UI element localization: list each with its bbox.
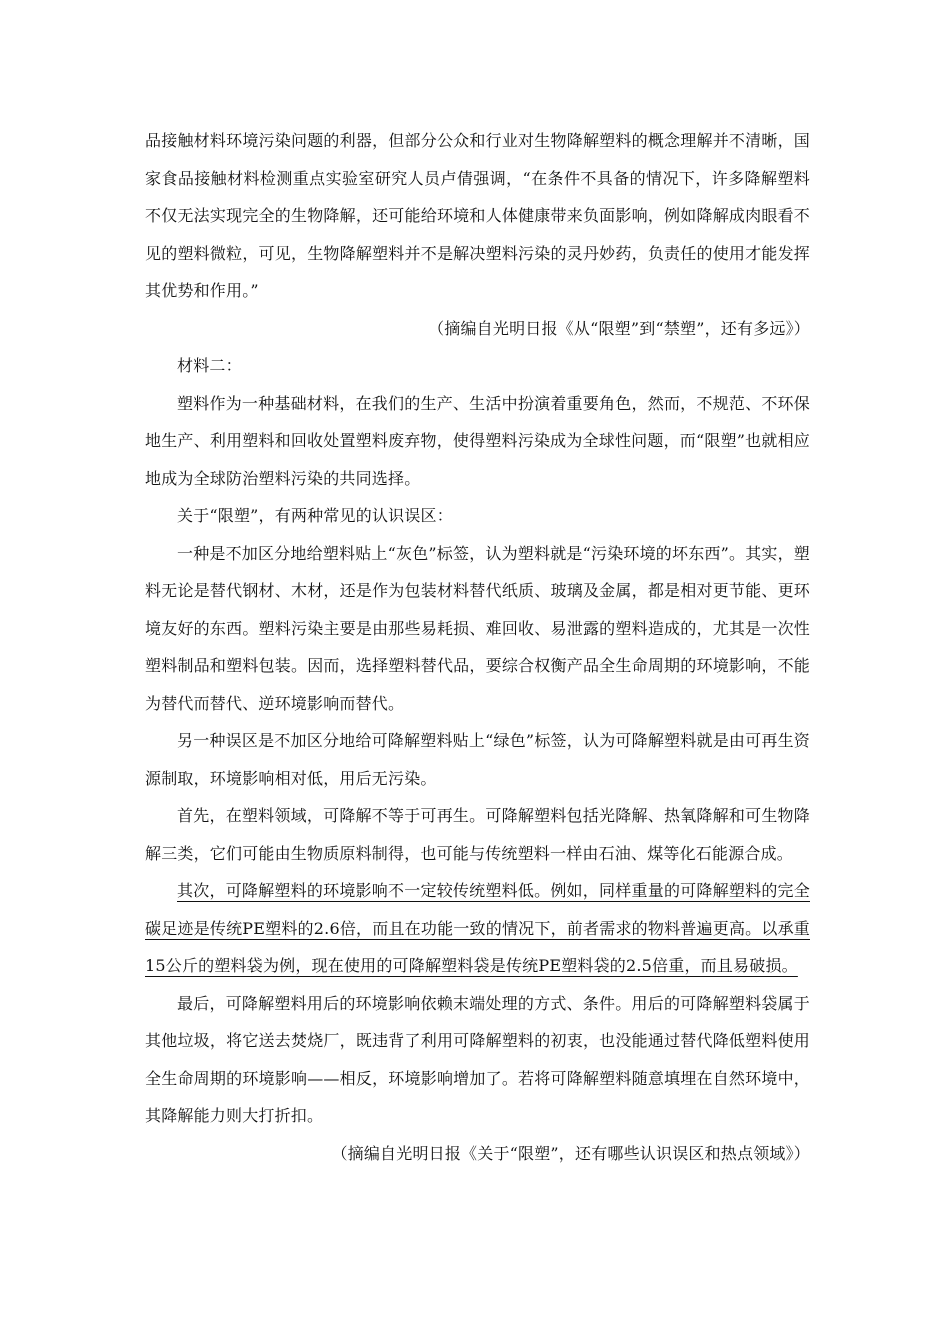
paragraph-second-misconception: 另一种误区是不加区分地给可降解塑料贴上“绿色”标签，认为可降解塑料就是由可再生资源制取，环境影响相对低，用后无污染。 <box>145 731 810 788</box>
material-two-heading: 材料二： <box>177 356 242 375</box>
paragraph-first-misconception: 一种是不加区分地给塑料贴上“灰色”标签，认为塑料就是“污染环境的坏东西”。其实，塑料无论是替代钢材、木材，还是作为包装材料替代纸质、玻璃及金属，都是相对更节能、更环境友好的东西。塑料污染主要是由那些易耗损、难回收、易泄露的塑料造成的，尤其是一次性塑料制品和塑料包装。因而，选择塑料替代品，要综合权衡产品全生命周期的环境影响，不能为替代而替代、逆环境影响而替代。 <box>145 543 810 713</box>
paragraph-finally: 最后，可降解塑料用后的环境影响依赖末端处理的方式、条件。用后的可降解塑料袋属于其他垃圾，将它送去焚烧厂，既违背了利用可降解塑料的初衷，也没能通过替代降低塑料使用全生命周期的环境影响——相反，环境影响增加了。若将可降解塑料随意填埋在自然环境中，其降解能力则大打折扣。 <box>145 993 810 1125</box>
source-citation-1: （摘编自光明日报《从“限塑”到“禁塑”，还有多远》） <box>428 318 810 338</box>
article-body <box>145 122 810 1172</box>
paragraph-plastic-basics: 塑料作为一种基础材料，在我们的生产、生活中扮演着重要角色，然而，不规范、不环保地生产、利用塑料和回收处置塑料废弃物，使得塑料污染成为全球性问题，而“限塑”也就相应地成为全球防治塑料污染的共同选择。 <box>145 393 810 488</box>
source-citation-2: （摘编自光明日报《关于“限塑”，还有哪些认识误区和热点领域》） <box>331 1143 810 1163</box>
paragraph-secondly-underlined: 其次，可降解塑料的环境影响不一定较传统塑料低。例如，同样重量的可降解塑料的完全碳足迹是传统PE塑料的2.6倍，而且在功能一致的情况下，前者需求的物料普遍更高。以承重15公斤的塑料袋为例，现在使用的可降解塑料袋是传统PE塑料袋的2.5倍重，而且易破损。 <box>145 881 810 975</box>
paragraph-continuation: 品接触材料环境污染问题的利器，但部分公众和行业对生物降解塑料的概念理解并不清晰，国家食品接触材料检测重点实验室研究人员卢倩强调，“在条件不具备的情况下，许多降解塑料不仅无法实现完全的生物降解，还可能给环境和人体健康带来负面影响，例如降解成肉眼看不见的塑料微粒，可见，生物降解塑料并不是解决塑料污染的灵丹妙药，负责任的使用才能发挥其优势和作用。” <box>145 131 810 300</box>
paragraph-firstly: 首先，在塑料领域，可降解不等于可再生。可降解塑料包括光降解、热氧降解和可生物降解三类，它们可能由生物质原料制得，也可能与传统塑料一样由石油、煤等化石能源合成。 <box>145 806 810 863</box>
paragraph-misconceptions-intro: 关于“限塑”，有两种常见的认识误区： <box>177 506 453 525</box>
